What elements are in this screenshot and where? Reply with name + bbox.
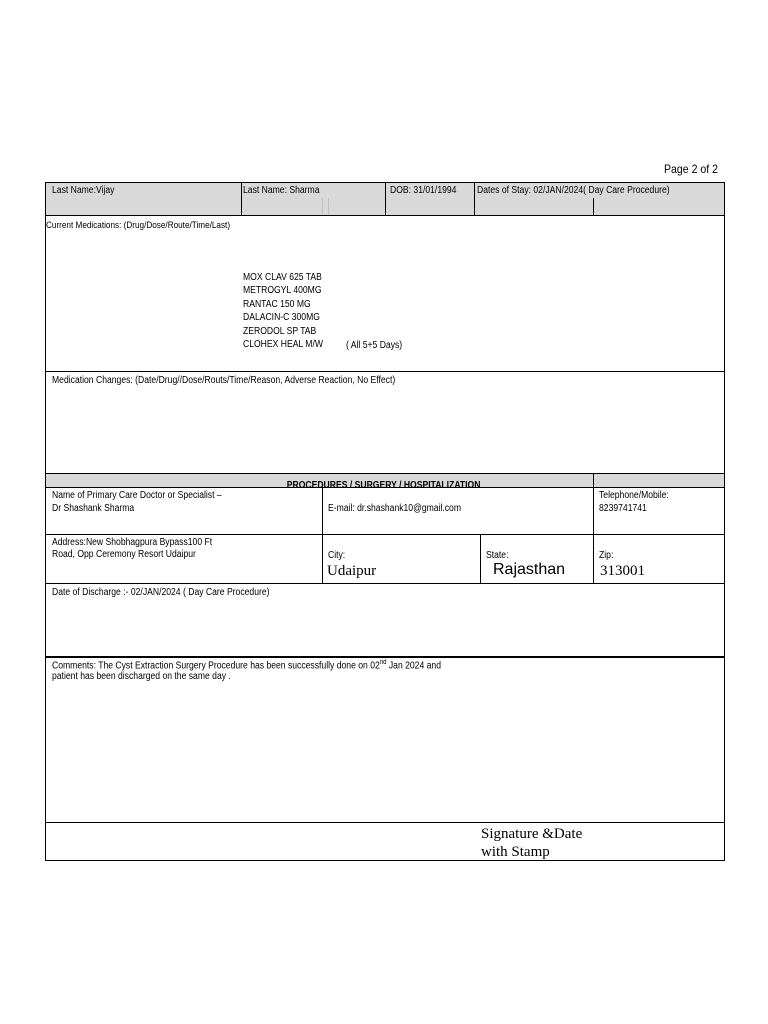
medication-item: ZERODOL SP TAB [243,325,317,337]
discharge-date: Date of Discharge :- 02/JAN/2024 ( Day Care Procedure) [52,587,270,598]
date-of-birth: DOB: 31/01/1994 [390,185,457,196]
state-label: State: [486,550,509,561]
doctor-label: Name of Primary Care Doctor or Specialist – [52,490,222,501]
last-name-sharma: Last Name: Sharma [243,185,320,196]
doctor-email: E-mail: dr.shashank10@gmail.com [328,503,462,514]
medication-item: CLOHEX HEAL M/W [243,338,323,350]
doctor-name: Dr Shashank Sharma [52,503,135,514]
address-line-1: Address:New Shobhagpura Bypass100 Ft [52,537,213,548]
current-medications-label: Current Medications: (Drug/Dose/Route/Time/Last) [46,220,231,231]
zip-value: 313001 [600,563,645,579]
medication-item: METROGYL 400MG [243,285,322,297]
state-value: Rajasthan [493,561,566,578]
phone-label: Telephone/Mobile: [599,490,669,501]
zip-label: Zip: [599,550,614,561]
medication-list [243,272,336,352]
medication-item: RANTAC 150 MG [243,298,311,310]
medication-duration-note: ( All 5+5 Days) [346,340,403,351]
address-line-2: Road, Opp Ceremony Resort Udaipur [52,549,196,560]
dates-of-stay: Dates of Stay: 02/JAN/2024( Day Care Procedure) [477,185,670,196]
signature-line-1: Signature &Date [481,826,583,842]
signature-label [481,825,582,861]
medication-item: MOX CLAV 625 TAB [243,272,322,283]
medication-changes-label: Medication Changes: (Date/Drug//Dose/Routs/Time/Reason, Adverse Reaction, No Effect) [52,375,396,386]
comments-line-2: patient has been discharged on the same day . [52,671,231,682]
city-value: Udaipur [327,563,377,579]
signature-row [45,822,725,861]
medication-item: DALACIN-C 300MG [243,312,320,324]
signature-line-2: with Stamp [481,844,550,860]
last-name-vijay: Last Name:Vijay [52,185,115,196]
city-label: City: [328,550,346,561]
page-number: Page 2 of 2 [664,162,719,176]
phone-number: 8239741741 [599,503,647,514]
comments-line-1: Comments: The Cyst Extraction Surgery Procedure has been successfully done on 02nd Jan 2024 and [52,659,441,672]
procedures-title: PROCEDURES / SURGERY / HOSPITALIZATION [287,480,481,491]
